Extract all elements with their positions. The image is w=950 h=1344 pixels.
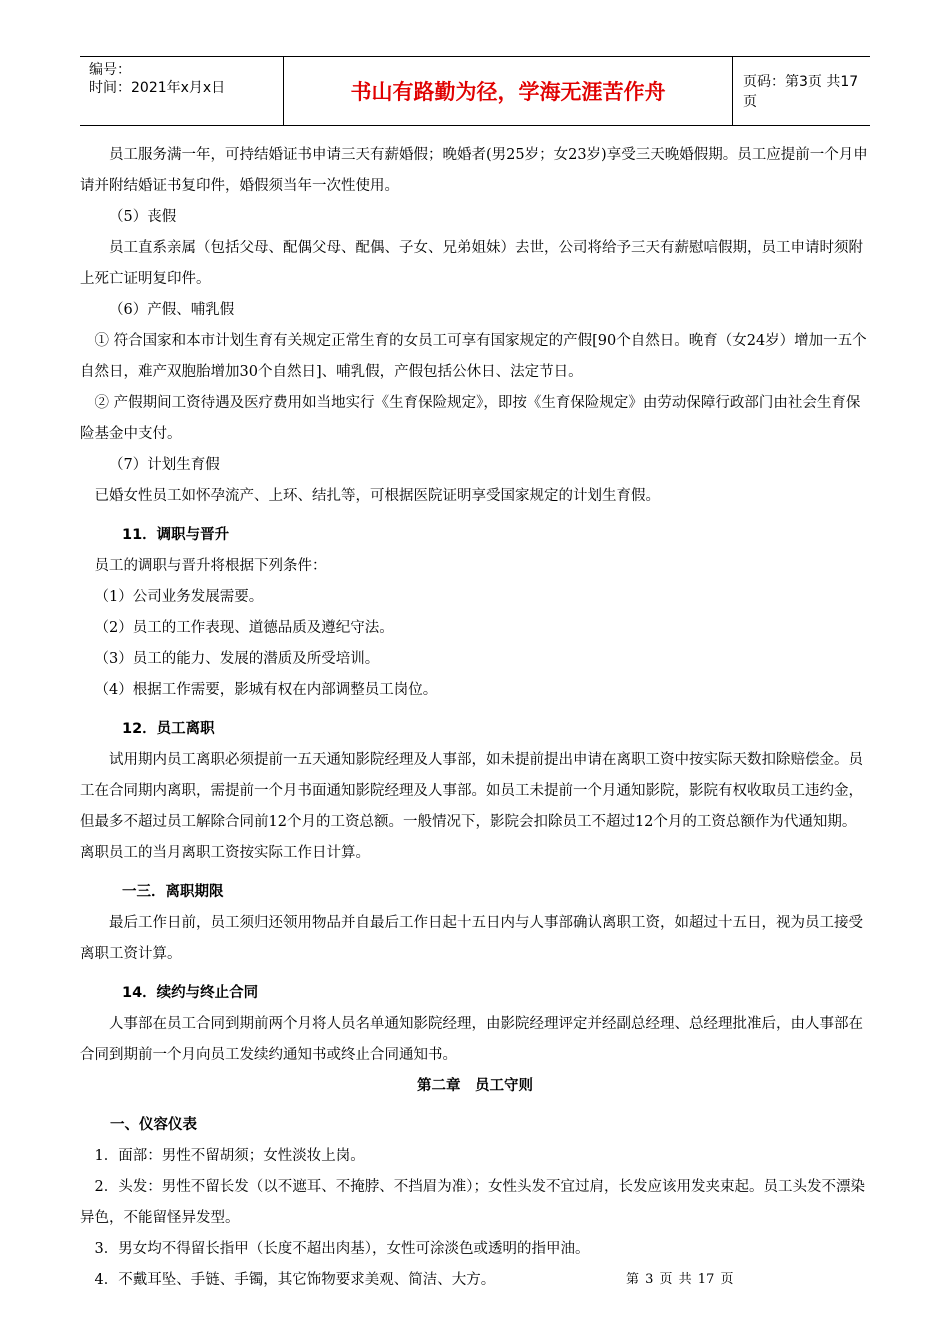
heading-family-planning: （7）计划生育假: [109, 457, 220, 473]
paragraph-family-planning: 已婚女性员工如怀孕流产、上环、结扎等，可根据医院证明享受国家规定的计划生育假。: [94, 488, 660, 504]
section-12-text: 试用期内员工离职必须提前一五天通知影院经理及人事部，如未提前提出申请在离职工资中按实际天数扣除赔偿金。员工在合同期内离职，需提前一个月书面通知影院经理及人事部。如员工未提前一个月通知影院，影院有权收取员工违约金，但最多不超过员工解除合同前12个月的工资总额。一般情况下，影院会扣除员工不超过12个月的工资总额作为代通知期。离职员工的当月离职工资按实际工作日计算。: [80, 752, 863, 861]
section-13-text: 最后工作日前，员工须归还领用物品并自最后工作日起十五日内与人事部确认离职工资，如超过十五日，视为员工接受离职工资计算。: [80, 915, 863, 962]
page-footer: 第 3 页 共 17 页: [626, 1272, 734, 1287]
paragraph-marriage-leave: 员工服务满一年，可持结婚证书申请三天有薪婚假；晚婚者(男25岁；女23岁)享受三天晚婚假期。员工应提前一个月申请并附结婚证书复印件，婚假须当年一次性使用。: [80, 147, 868, 194]
rule-item: 1．面部：男性不留胡须；女性淡妆上岗。: [94, 1148, 365, 1164]
section-14-title: 14．续约与终止合同: [122, 985, 259, 1001]
header-number: 编号：: [89, 62, 131, 78]
list-item: （2）员工的工作表现、道德品质及遵纪守法。: [94, 620, 394, 636]
section-11-title: 11．调职与晋升: [122, 527, 230, 543]
section-13-title: 一三．离职期限: [122, 884, 224, 900]
header-meta: [80, 57, 283, 125]
section-12-title: 12．员工离职: [122, 721, 215, 737]
rule-item: 2．头发：男性不留长发（以不遮耳、不掩脖、不挡眉为准）；女性头发不宜过肩，长发应该用发夹束起。员工头发不漂染异色，不能留怪异发型。: [80, 1179, 865, 1226]
chapter-title: 第二章 员工守则: [417, 1078, 533, 1094]
list-item: （3）员工的能力、发展的潜质及所受培训。: [94, 651, 380, 667]
header-page-info: 页码：第3页 共17页: [743, 74, 859, 110]
rule-item: 4．不戴耳坠、手链、手镯，其它饰物要求美观、简洁、大方。: [94, 1272, 496, 1288]
paragraph-maternity-2: ② 产假期间工资待遇及医疗费用如当地实行《生育保险规定》，即按《生育保险规定》由劳动保障行政部门由社会生育保险基金中支付。: [80, 395, 861, 442]
section-appearance-title: 一、仪容仪表: [110, 1117, 197, 1133]
header-date: 时间：2021年x月x日: [89, 80, 226, 96]
heading-maternity-leave: （6）产假、哺乳假: [109, 302, 235, 318]
rule-item: 3．男女均不得留长指甲（长度不超出肉基），女性可涂淡色或透明的指甲油。: [94, 1241, 590, 1257]
page-header: [80, 56, 870, 126]
paragraph-maternity-1: ① 符合国家和本市计划生育有关规定正常生育的女员工可享有国家规定的产假[90个自然日。晚育（女24岁）增加一五个自然日，难产双胞胎增加30个自然日]、哺乳假，产假包括公休日、法定节日。: [80, 333, 867, 380]
document-body: [80, 140, 870, 1296]
heading-funeral-leave: （5）丧假: [109, 209, 177, 225]
section-11-intro: 员工的调职与晋升将根据下列条件：: [94, 558, 327, 574]
section-14-text: 人事部在员工合同到期前两个月将人员名单通知影院经理，由影院经理评定并经副总经理、总经理批准后，由人事部在合同到期前一个月向员工发续约通知书或终止合同通知书。: [80, 1016, 863, 1063]
paragraph-funeral-leave: 员工直系亲属（包括父母、配偶父母、配偶、子女、兄弟姐妹）去世，公司将给予三天有薪慰唁假期，员工申请时须附上死亡证明复印件。: [80, 240, 863, 287]
header-motto: 书山有路勤为径，学海无涯苦作舟: [283, 57, 733, 125]
list-item: （1）公司业务发展需要。: [94, 589, 264, 605]
list-item: （4）根据工作需要，影城有权在内部调整员工岗位。: [94, 682, 438, 698]
